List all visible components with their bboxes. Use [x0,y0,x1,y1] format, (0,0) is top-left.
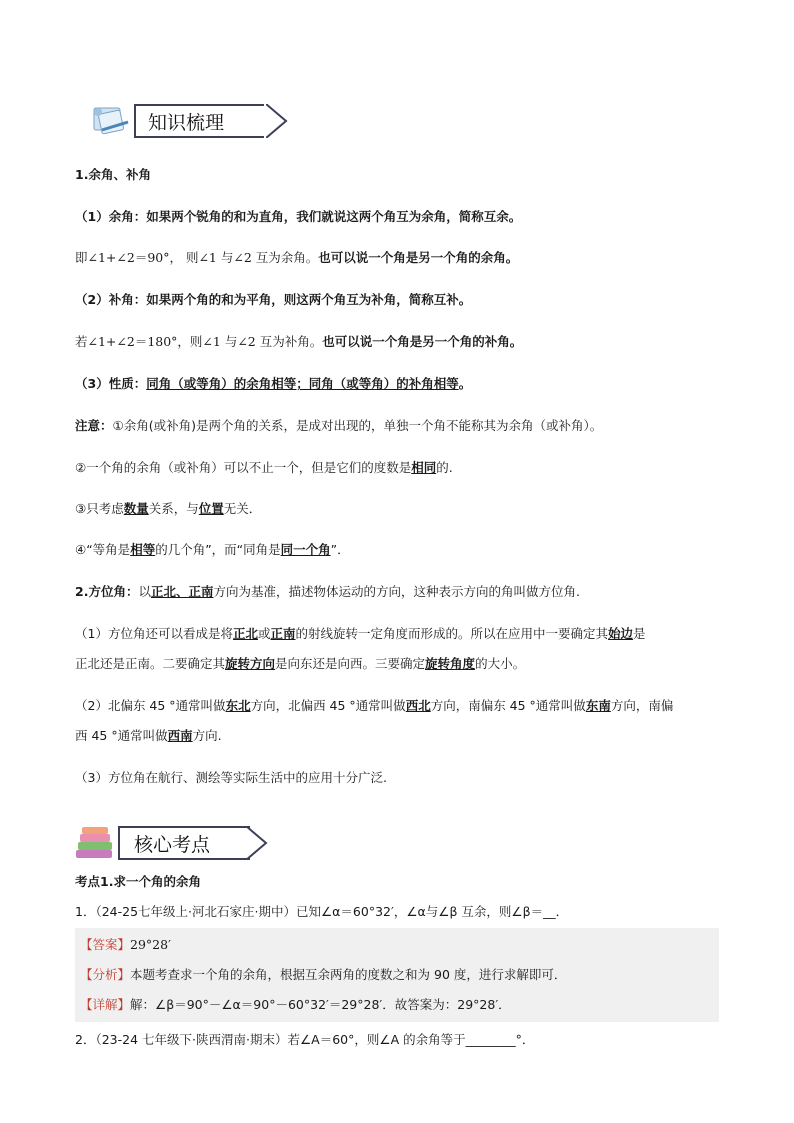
bearing-p1-line1: （1）方位角还可以看成是将正北或正南的射线旋转一定角度而形成的。所以在应用中一要确定其始边是 [75,626,646,641]
note-1: 注意：①余角(或补角)是两个角的关系，是成对出现的，单独一个角不能称其为余角（或补角）。 [75,418,603,433]
section-title-core: 核心考点 [134,833,211,856]
books-icon [72,822,118,866]
section-title: 知识梳理 [148,111,225,134]
text-property: （3）性质：同角（或等角）的余角相等；同角（或等角）的补角相等。 [75,376,472,391]
heading-bearing: 2.方位角：以正北、正南方向为基准，描述物体运动的方向，这种表示方向的角叫做方位角. [75,584,580,599]
exam-point-1: 考点1.求一个角的余角 [75,874,201,889]
text-complement-example: 即∠1+∠2＝90°， 则∠1 与∠2 互为余角。也可以说一个角是另一个角的余角。 [75,250,519,265]
question-2: 2．（23-24 七年级下·陕西渭南·期末）若∠A＝60°，则∠A 的余角等于________°． [75,1032,535,1047]
bearing-p2-line1: （2）北偏东 45 °通常叫做东北方向，北偏西 45 °通常叫做西北方向，南偏东 45 °通常叫做东南方向，南偏 [75,698,674,713]
text-supplement-example: 若∠1+∠2＝180°，则∠1 与∠2 互为补角。也可以说一个角是另一个角的补角。 [75,334,523,349]
question-1: 1．（24-25七年级上·河北石家庄·期中）已知∠α＝60°32′，∠α与∠β 互余，则∠β＝__． [75,904,569,919]
detail-line: 【详解】解：∠β＝90°－∠α＝90°－60°32′＝29°28′．故答案为：29°28′． [80,997,511,1012]
note-2: ②一个角的余角（或补角）可以不止一个，但是它们的度数是相同的. [75,460,453,475]
text-complement-def: （1）余角：如果两个锐角的和为直角，我们就说这两个角互为余角，简称互余。 [75,209,522,224]
answer-line: 【答案】29°28′ [80,937,171,952]
analysis-line: 【分析】本题考查求一个角的余角，根据互余两角的度数之和为 90 度，进行求解即可． [80,967,567,982]
banner-arrow [266,104,288,138]
banner-arrow-core [246,826,268,860]
section-banner-core [72,822,257,862]
section-title-box [134,104,264,138]
bearing-p3: （3）方位角在航行、测绘等实际生活中的应用十分广泛. [75,770,387,785]
section-title-box-core [118,826,250,860]
note-3: ③只考虑数量关系，与位置无关． [75,501,262,516]
note-4: ④“等角是相等的几个角”，而“同角是同一个角”． [75,542,350,557]
section-banner-knowledge [88,100,273,140]
text-supplement-def: （2）补角：如果两个角的和为平角，则这两个角互为补角，简称互补。 [75,292,472,307]
heading-complementary: 1.余角、补角 [75,167,151,182]
study-icon [88,100,136,144]
bearing-p1-line2: 正北还是正南。二要确定其旋转方向是向东还是向西。三要确定旋转角度的大小。 [75,656,526,671]
bearing-p2-line2: 西 45 °通常叫做西南方向. [75,728,222,743]
